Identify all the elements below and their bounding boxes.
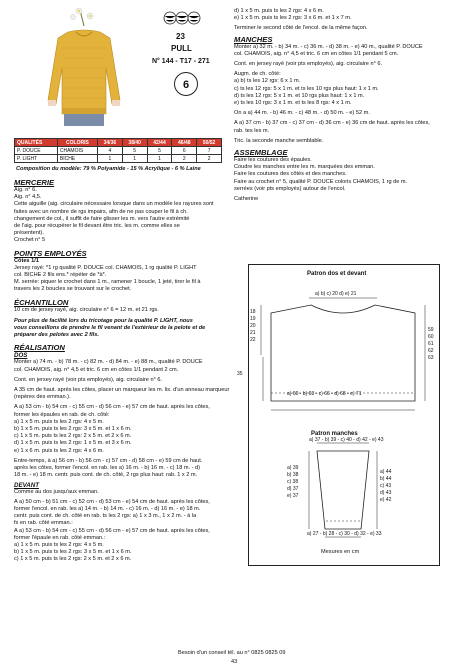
dos-line: A a) 53 cm - b) 54 cm - c) 55 cm - d) 56 cm - e) 57 cm de haut. après les côtes, (14, 404, 210, 411)
composition: Composition du modèle: 79 % Polyamide - 15 % Acrylique - 6 % Laine (16, 166, 201, 172)
table-cell: 6 (172, 147, 197, 155)
table-cell: 1 (97, 155, 122, 163)
manches-line: a) b) ts les 12 rgs: 6 x 1 m. (234, 78, 301, 85)
left-measure: 20 (250, 323, 256, 329)
size-table (14, 138, 222, 163)
right-measure: 63 (428, 355, 434, 361)
table-cell: P. DOUCE (15, 147, 58, 155)
right-measure: 59 (428, 327, 434, 333)
tip-line: Pour plus de facilité lors du tricotage pour la qualité P. LIGHT, nous (14, 317, 193, 324)
dos-line: col. CHAMOIS, aig. n° 4,5 et tric. 6 cm en côtes 1/1 pendant 2 cm. (14, 366, 179, 373)
right-measure: 62 (428, 348, 434, 354)
difficulty-badge (174, 72, 198, 96)
dos-line: Entre-temps, à a) 56 cm - b) 56 cm - c) 57 cm - d) 58 cm - e) 59 cm de haut. (14, 457, 203, 464)
devant-line: fs en rab. côté emman.: (14, 520, 73, 527)
right-top-text (234, 8, 464, 33)
header-cell: COLORIS (57, 139, 97, 147)
devant-line: b) 1 x 5 m. puis ts les 2 rgs: 3 x 5 m. et 1 x 6 m. (14, 549, 132, 556)
devant-line: centr. puis cont. de ch. côté en rab. ts les 2 rgs: a) 1 x 3 m., 1 x 2 m. - à la (14, 513, 197, 520)
devant-line: Comme au dos jusqu'aux emman. (14, 488, 99, 495)
dos-line: b) 1 x 5 m. puis ts les 2 rgs: 3 x 5 m. et 1 x 6 m. (14, 426, 132, 433)
sleeve-left-measure: a) 39 (287, 465, 299, 471)
right-measure: 60 (428, 334, 434, 340)
body-pattern-title: Patron dos et devant (307, 271, 367, 277)
pattern-panel (237, 264, 440, 566)
manches-line: A a) 37 cm - b) 37 cm - c) 37 cm - d) 36 cm - e) 36 cm de haut. après les côtes, (234, 120, 430, 127)
manches-line: e) ts les 10 rgs: 3 x 1 m. et ts les 8 rgs: 4 x 1 m. (234, 100, 352, 107)
devant-text (14, 489, 234, 564)
dos-line: Cont. en jersey rayé (voir pts employés), aig. circulaire n° 6. (14, 376, 163, 383)
assemblage-text (234, 157, 464, 203)
intro-line: présentent). (14, 230, 44, 237)
table-cell: 1 (122, 155, 147, 163)
left-measure: 21 (250, 330, 256, 336)
dos-line: 18 m. - e) 18 m. centr. puis cont. de ch. côté, 2 rgs plus haut: rab. 1 x 2 m. (14, 472, 198, 479)
assemblage-heading: ASSEMBLAGE (234, 148, 288, 158)
manches-line: rab. tes les m. (234, 127, 270, 134)
model-reference: N° 144 - T17 - 271 (152, 58, 210, 65)
points-heading: POINTS EMPLOYÉS (14, 248, 87, 258)
sleeve-left-measure: c) 38 (287, 479, 299, 485)
model-number: 23 (176, 32, 185, 41)
dos-line: e) 1 x 6 m. puis ts les 2 rgs: 4 x 6 m. (14, 447, 104, 454)
left-measure: 18 (250, 309, 256, 315)
mercerie-line: Aig. n° 4,5. (14, 194, 42, 201)
bottom-measure: a) 60 - b) 63 - c) 66 - d) 68 - e) 71 (287, 391, 362, 397)
header-cell: QUALITÉS (15, 139, 58, 147)
assemblage-line: Faire les coutures des épaules. (234, 157, 312, 164)
assemblage-line: serrées (voir pts employés) autour de l'encol. (234, 185, 346, 192)
sleeve-bottom-measure: a) 27 - b) 28 - c) 30 - d) 32 - e) 33 (307, 531, 382, 537)
maille-line: travers les 2 boucles se trouvant sur le crochet. (14, 286, 132, 293)
right-column (234, 8, 464, 203)
mercerie-line: Aig. n° 6. (14, 187, 37, 193)
sleeve-right-measure: e) 42 (380, 497, 392, 503)
header-cell: 46/48 (172, 139, 197, 147)
manches-text (234, 44, 464, 145)
manches-line: d) ts les 12 rgs: 5 x 1 m. et 10 rgs plus haut: 1 x 1 m. (234, 92, 365, 99)
assemblage-line: Faire au crochet n° 5, qualité P. DOUCE coloris CHAMOIS, 1 rg de m. (234, 178, 408, 185)
header-cell: 38/40 (122, 139, 147, 147)
sleeve-left-measure: d) 37 (287, 486, 299, 492)
dos-line: A 35 cm de haut. après les côtes, placer un marqueur les m. lis. d'un anneau marqueur (14, 387, 230, 394)
assemblage-line: Catherine (234, 196, 259, 203)
table-cell: P. LIGHT (15, 155, 58, 163)
sleeve-top-measure: a) 37 - b) 39 - c) 40 - d) 42 - e) 43 (309, 437, 384, 443)
left-column (14, 178, 234, 564)
dos-line: d) 1 x 5 m. puis ts les 2 rgs: 1 x 5 m. et 3 x 6 m. (14, 440, 132, 447)
sleeve-left-measure: e) 37 (287, 493, 299, 499)
yarn-balls-icon (162, 10, 202, 26)
devant-line: former l'encol. en rab. les a) 14 m. - b) 14 m. - c) 16 m. - d) 16 m. - e) 18 m. (14, 505, 201, 512)
help-line: Besoin d'un conseil tél. au n° 0825 0825 09 (178, 650, 286, 656)
devant-heading: DEVANT (14, 481, 39, 489)
devant-line: A a) 53 cm - b) 54 cm - c) 55 cm - d) 56 cm - e) 57 cm de haut. après les côtes, (14, 527, 210, 534)
manches-line: c) ts les 12 rgs: 5 x 1 m. et ts les 10 rgs plus haut: 1 x 1 m. (234, 85, 379, 92)
devant-line: former l'épaule en rab. côté emman.: (14, 534, 106, 541)
mercerie-heading: MERCERIE (14, 178, 55, 187)
intro-line: Cette aiguille (aig. circulaire nécessaire lorsque dans un modèle les rayures sont (14, 201, 214, 208)
manches-line: Cont. en jersey rayé (voir pts employés), aig. circulaire n° 6. (234, 61, 383, 68)
table-cell: CHAMOIS (57, 147, 97, 155)
tip-line: vous conseillons de prendre le fil venant de l'extérieur de la pelote et de (14, 325, 206, 332)
size-table-header (15, 139, 222, 147)
manches-line: col. CHAMOIS, aig. n° 4,5 et tric. 6 cm en côtes 1/1 pendant 5 cm. (234, 50, 399, 57)
sleeve-pattern-title: Patron manches (311, 431, 358, 437)
dos-line: c) 1 x 5 m. puis ts les 2 rgs: 2 x 5 m. et 2 x 6 m. (14, 433, 132, 440)
model-photo (44, 8, 124, 126)
table-row (15, 155, 222, 163)
page-number: 43 (231, 659, 238, 665)
right-top-line: d) 1 x 5 m. puis ts les 2 rgs: 4 x 6 m. (234, 8, 324, 14)
intro-line: de l'aig. pour récupérer le fil devant être tric. les m. comme elles se (14, 223, 180, 230)
header-cell: 50/52 (197, 139, 222, 147)
dos-line: former les épaules en rab. de ch. côté: (14, 411, 110, 418)
table-cell: 4 (97, 147, 122, 155)
dos-text (14, 359, 234, 479)
dos-line: après les côtes, former l'encol. en rab. les a) 16 m. - b) 16 m. - c) 18 m. - d) (14, 465, 201, 472)
sleeve-right-measure: b) 44 (380, 476, 392, 482)
devant-line: a) 1 x 5 m. puis ts les 2 rgs: 4 x 5 m. (14, 541, 104, 548)
manches-line: On a a) 44 m. - b) 46 m. - c) 48 m. - d) 50 m. - e) 52 m. (234, 110, 370, 117)
maille-line: M. serrée: piquer le crochet dans 1 m., ramener 1 boucle, 1 jeté, tirer le fil à (14, 279, 201, 286)
manches-line: Augm. de ch. côté: (234, 71, 281, 78)
dos-line: Monter a) 74 m. - b) 78 m. - c) 82 m. - d) 84 m. - e) 88 m., qualité P. DOUCE (14, 359, 203, 366)
sleeve-right-measure: d) 43 (380, 490, 392, 496)
units-note: Mesures en cm (321, 549, 360, 555)
jersey-line: Jersey rayé: *1 rg qualité P. DOUCE col. CHAMOIS, 1 rg qualité P. LIGHT (14, 264, 197, 271)
right-top-line: Terminer le second côté de l'encol. de la même façon. (234, 25, 368, 32)
realisation-heading: RÉALISATION (14, 343, 65, 353)
neck-measure: a) b) c) 20 d) e) 21 (315, 291, 357, 297)
table-cell: 2 (197, 155, 222, 163)
right-top-line: e) 1 x 5 m. puis ts les 2 rgs: 3 x 6 m. et 1 x 7 m. (234, 15, 352, 22)
intro-line: faites avec un nombre de rgs impairs, afin de ne pas couper le fil à ch. (14, 208, 188, 215)
header-cell: 34/36 (97, 139, 122, 147)
cotes-line: Côtes 1/1 (14, 257, 39, 264)
left-measure: 22 (250, 337, 256, 343)
right-measure: 61 (428, 341, 434, 347)
echantillon-heading: ÉCHANTILLON (14, 297, 69, 307)
jersey-line: col. BICHE 2 fils ens.* répéter de *à*. (14, 272, 107, 279)
table-cell: 7 (197, 147, 222, 155)
table-cell: 2 (172, 155, 197, 163)
table-cell: BICHE (57, 155, 97, 163)
table-row (15, 147, 222, 155)
dos-heading: DOS (14, 352, 28, 360)
model-name: PULL (171, 44, 192, 53)
tip-line: préparer des pelotes avec 2 fils. (14, 332, 99, 339)
table-cell: 5 (122, 147, 147, 155)
header-cell: 42/44 (147, 139, 172, 147)
manches-line: Tric. la seconde manche semblable. (234, 137, 324, 144)
intro-line: Crochet n° 5 (14, 237, 46, 244)
sleeve-right-measure: c) 43 (380, 483, 392, 489)
echantillon-line: 10 cm de jersey rayé, aig. circulaire n° 6 = 12 m. et 21 rgs. (14, 306, 159, 313)
side-measure: 35 (237, 371, 243, 377)
sleeve-right-measure: a) 44 (380, 469, 392, 475)
body-pattern-diagram (249, 265, 439, 565)
flower-decoration (71, 8, 94, 26)
sleeve-left-measure: b) 38 (287, 472, 299, 478)
table-cell: 5 (147, 147, 172, 155)
dos-line: (repères des emman.). (14, 394, 71, 401)
assemblage-line: Faire les coutures des côtés et des manches. (234, 171, 347, 178)
difficulty-number: 6 (182, 79, 190, 91)
left-measure: 19 (250, 316, 256, 322)
dos-line: a) 1 x 5 m. puis ts les 2 rgs: 4 x 5 m. (14, 418, 104, 425)
intro-line: changement de col., il suffit de faire glisser les m. vers l'autre extrémité (14, 215, 190, 222)
assemblage-line: Coudre les manches entre les m. marquées des emman. (234, 164, 375, 171)
manches-line: Monter a) 32 m. - b) 34 m. - c) 36 m. - d) 38 m. - e) 40 m., qualité P. DOUCE (234, 43, 423, 50)
table-cell: 1 (147, 155, 172, 163)
devant-line: c) 1 x 5 m. puis ts les 2 rgs: 2 x 5 m. et 2 x 6 m. (14, 556, 132, 563)
devant-line: A a) 50 cm - b) 51 cm - c) 52 cm - d) 53 cm - e) 54 cm de haut. après les côtes, (14, 498, 210, 505)
manches-heading: MANCHES (234, 34, 273, 44)
